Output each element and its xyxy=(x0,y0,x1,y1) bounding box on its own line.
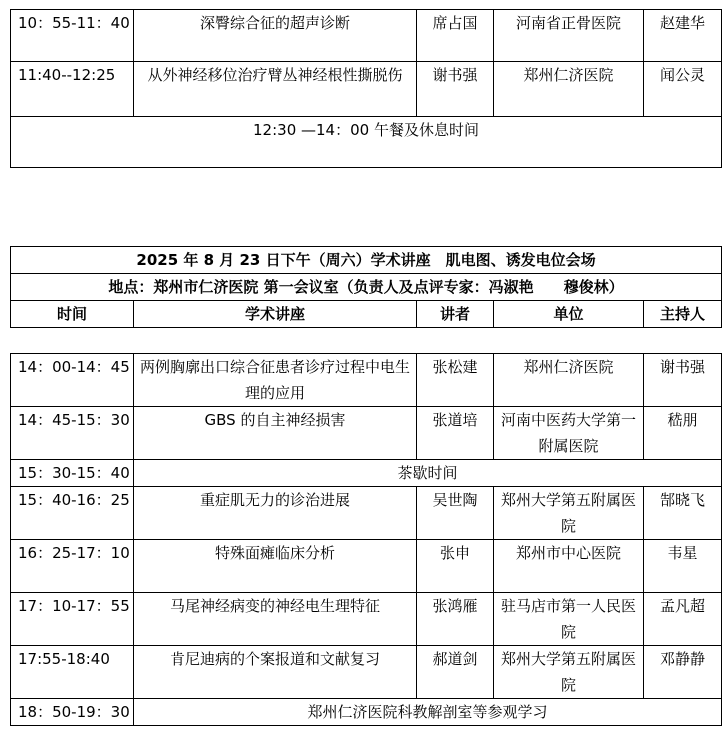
speaker-cell: 张鸿雁 xyxy=(417,593,494,646)
time-cell: 14：00-14：45 xyxy=(11,354,134,407)
host-cell: 孟凡超 xyxy=(644,593,722,646)
speaker-cell: 张道培 xyxy=(417,407,494,460)
topic-cell: 特殊面瘫临床分析 xyxy=(134,540,417,593)
header-topic: 学术讲座 xyxy=(134,301,417,328)
table-row xyxy=(11,540,722,593)
host-cell: 嵇朋 xyxy=(644,407,722,460)
topic-cell: 重症肌无力的诊治进展 xyxy=(134,487,417,540)
table-row xyxy=(11,117,722,168)
host-cell: 郜晓飞 xyxy=(644,487,722,540)
break-cell: 茶歇时间 xyxy=(134,460,722,487)
table-row xyxy=(11,593,722,646)
header-speaker: 讲者 xyxy=(417,301,494,328)
table-row xyxy=(11,699,722,726)
topic-cell: 肯尼迪病的个案报道和文献复习 xyxy=(134,646,417,699)
lunch-break-cell: 12:30 —14：00 午餐及休息时间 xyxy=(11,117,722,168)
header-time: 时间 xyxy=(11,301,134,328)
speaker-cell: 谢书强 xyxy=(417,62,494,117)
unit-cell: 河南中医药大学第一附属医院 xyxy=(494,407,644,460)
speaker-cell: 郝道剑 xyxy=(417,646,494,699)
time-cell: 18：50-19：30 xyxy=(11,699,134,726)
session-location-row xyxy=(11,274,722,301)
speaker-cell: 张松建 xyxy=(417,354,494,407)
afternoon-schedule-table xyxy=(10,353,722,726)
topic-cell: 从外神经移位治疗臂丛神经根性撕脱伤 xyxy=(134,62,417,117)
topic-cell: 深臀综合征的超声诊断 xyxy=(134,10,417,62)
session-title: 2025 年 8 月 23 日下午（周六）学术讲座 肌电图、诱发电位会场 xyxy=(11,247,722,274)
table-row xyxy=(11,487,722,540)
table-row xyxy=(11,646,722,699)
unit-cell: 驻马店市第一人民医院 xyxy=(494,593,644,646)
unit-cell: 郑州大学第五附属医院 xyxy=(494,487,644,540)
speaker-cell: 席占国 xyxy=(417,10,494,62)
speaker-cell: 张申 xyxy=(417,540,494,593)
session-title-row xyxy=(11,247,722,274)
visit-cell: 郑州仁济医院科教解剖室等参观学习 xyxy=(134,699,722,726)
header-host: 主持人 xyxy=(644,301,722,328)
table-row xyxy=(11,354,722,407)
session-header-table xyxy=(10,246,722,328)
time-cell: 15：40-16：25 xyxy=(11,487,134,540)
time-cell: 17:55-18:40 xyxy=(11,646,134,699)
host-cell: 闻公灵 xyxy=(644,62,722,117)
time-cell: 14：45-15：30 xyxy=(11,407,134,460)
host-cell: 韦星 xyxy=(644,540,722,593)
time-cell: 15：30-15：40 xyxy=(11,460,134,487)
topic-cell: 两例胸廓出口综合征患者诊疗过程中电生理的应用 xyxy=(134,354,417,407)
time-cell: 16：25-17：10 xyxy=(11,540,134,593)
table-row xyxy=(11,62,722,117)
host-cell: 邓静静 xyxy=(644,646,722,699)
host-cell: 谢书强 xyxy=(644,354,722,407)
time-cell: 10：55-11：40 xyxy=(11,10,134,62)
table-row xyxy=(11,407,722,460)
column-header-row xyxy=(11,301,722,328)
speaker-cell: 吴世陶 xyxy=(417,487,494,540)
header-unit: 单位 xyxy=(494,301,644,328)
time-cell: 11:40--12:25 xyxy=(11,62,134,117)
unit-cell: 郑州大学第五附属医院 xyxy=(494,646,644,699)
topic-cell: GBS 的自主神经损害 xyxy=(134,407,417,460)
topic-cell: 马尾神经病变的神经电生理特征 xyxy=(134,593,417,646)
unit-cell: 郑州仁济医院 xyxy=(494,62,644,117)
host-cell: 赵建华 xyxy=(644,10,722,62)
session-location: 地点：郑州市仁济医院 第一会议室（负责人及点评专家：冯淑艳 穆俊林） xyxy=(11,274,722,301)
unit-cell: 河南省正骨医院 xyxy=(494,10,644,62)
time-cell: 17：10-17：55 xyxy=(11,593,134,646)
table-row xyxy=(11,460,722,487)
unit-cell: 郑州市中心医院 xyxy=(494,540,644,593)
morning-schedule-table xyxy=(10,9,722,168)
table-row xyxy=(11,10,722,62)
unit-cell: 郑州仁济医院 xyxy=(494,354,644,407)
